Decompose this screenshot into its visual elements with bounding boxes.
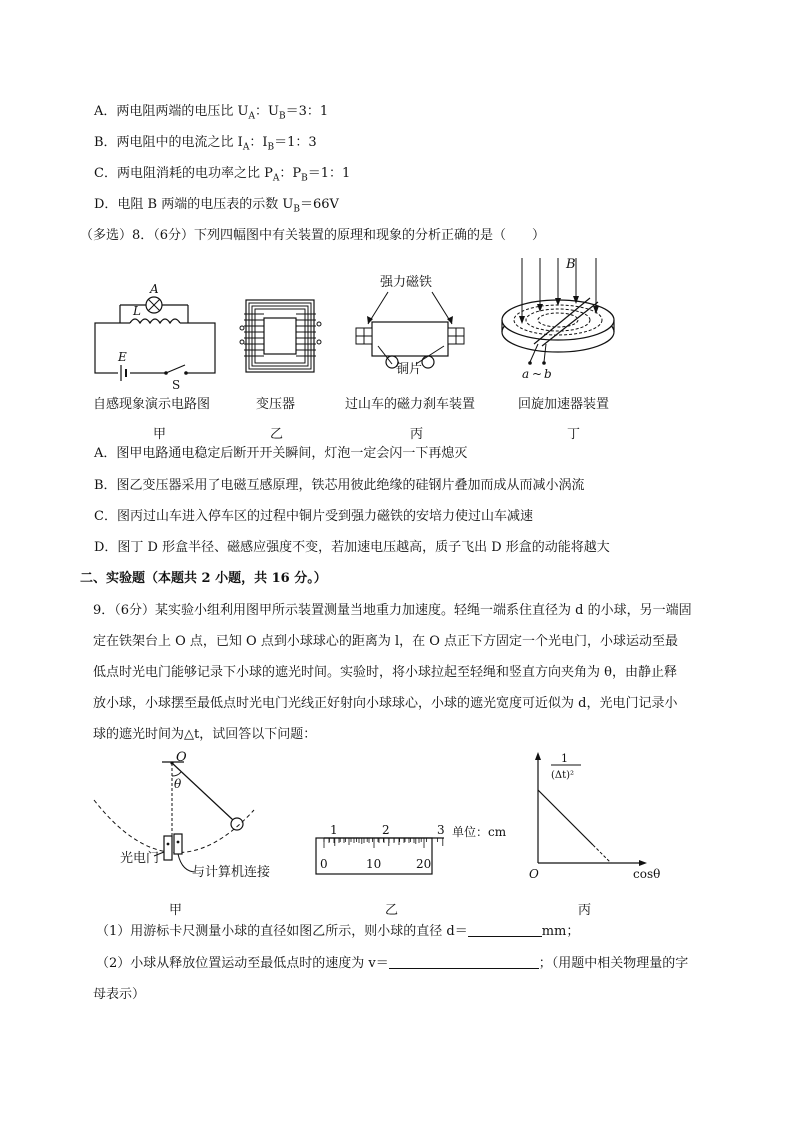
main-label-1: 1 [330,823,338,837]
q8-stem: （多选）8．（6分）下列四幅图中有关装置的原理和现象的分析正确的是（ ） [80,228,546,243]
battery-label: E [118,350,127,364]
angle-label: θ [174,777,182,791]
self-induction-circuit-figure [90,282,230,395]
q9-sub-1: （1）用游标卡尺测量小球的直径如图乙所示，则小球的直径 d＝ mm； [96,924,580,939]
q7-option-a: A．两电阻两端的电压比 $U_A$：$U_B=3$：1 [94,104,329,122]
transformer-figure [236,298,326,378]
q7-option-c: C．两电阻消耗的电功率之比 $P_A$：$P_B=1$：1 [94,166,351,184]
section-title: 二、实验题（本题共 2 小题，共 16 分。） [80,571,327,586]
q9-line-3: 低点时光电门能够记录下小球的遮光时间。实验时，将小球拉起至轻绳和竖直方向夹角为 θ，由静止释 [93,665,677,680]
photogate-label: 光电门 [120,851,160,866]
ac-symbol: ~ [532,367,543,381]
unit-label: 单位：cm [452,825,507,839]
q8-option-a: A．图甲电路通电稳定后断开开关瞬间，灯泡一定会闪一下再熄灭 [94,446,468,461]
main-label-3: 3 [437,823,445,837]
origin-label: O [529,867,539,881]
diameter-answer-blank[interactable] [468,922,542,937]
computer-label: 与计算机连接 [192,865,271,880]
field-label: B [566,257,576,272]
vernier-label-10: 10 [366,857,382,871]
fig3-tag: 丙 [410,427,424,442]
q8-option-b: B．图乙变压器采用了电磁互感原理，铁芯用彼此绝缘的硅钢片叠加而成从而减小涡流 [94,478,585,493]
y-label-numerator: 1 [561,752,568,765]
y-label-denominator: (Δt)² [551,770,575,781]
q9-line-5: 球的遮光时间为△t，试回答以下问题： [93,727,317,742]
switch-label: S [172,378,181,392]
vernier-label-20: 20 [416,857,432,871]
pivot-label: O [176,750,187,765]
q9-sub-2-cont: 母表示） [93,987,146,1002]
cyclotron-figure [500,252,630,382]
q9-line-1: 9．（6分）某实验小组利用图甲所示装置测量当地重力加速度。轻绳一端系住直径为 d 的小球，另一端固 [93,603,692,618]
x-axis-label: cosθ [633,867,661,881]
q9-sub-2: （2）小球从释放位置运动至最低点时的速度为 v＝ ；（用题中相关物理量的字 [96,956,689,971]
graph-figure [525,748,665,888]
terminal-a-label: a [522,367,530,381]
inductor-label: L [133,304,141,318]
fig1-caption: 自感现象演示电路图 [93,397,211,412]
copper-label: 铜片 [396,362,423,377]
q8-option-c: C．图丙过山车进入停车区的过程中铜片受到强力磁铁的安培力使过山车减速 [94,509,533,524]
fig1-tag: 甲 [153,427,167,442]
main-label-2: 2 [382,823,390,837]
velocity-answer-blank[interactable] [389,954,539,969]
q7-option-d: D．电阻 B 两端的电压表的示数 $U_B=66V$ [94,197,339,215]
figB-tag: 乙 [385,903,399,918]
pendulum-figure [92,750,302,890]
vernier-label-0: 0 [320,857,328,871]
figC-tag: 丙 [578,903,592,918]
fig4-caption: 回旋加速器装置 [518,397,610,412]
fig4-tag: 丁 [567,427,581,442]
magnetic-brake-figure [352,270,472,380]
q7-option-b: B．两电阻中的电流之比 $I_A$：$I_B=1$：3 [94,135,317,153]
figA-tag: 甲 [169,903,183,918]
q8-option-d: D．图丁 D 形盒半径、磁感应强度不变，若加速电压越高，质子飞出 D 形盒的动能将越大 [94,540,610,555]
q9-line-4: 放小球，小球摆至最低点时光电门光线正好射向小球球心，小球的遮光宽度可近似为 d，光电门记录小 [93,696,678,711]
terminal-b-label: b [544,367,552,381]
fig3-caption: 过山车的磁力刹车装置 [345,397,476,412]
vernier-caliper-figure [322,820,522,880]
fig2-tag: 乙 [270,427,284,442]
magnet-label: 强力磁铁 [380,275,433,290]
fig2-caption: 变压器 [256,397,296,412]
q9-line-2: 定在铁架台上 O 点，已知 O 点到小球球心的距离为 l，在 O 点正下方固定一个光电门，小球运动至最 [93,634,679,649]
lamp-label: A [150,282,159,296]
